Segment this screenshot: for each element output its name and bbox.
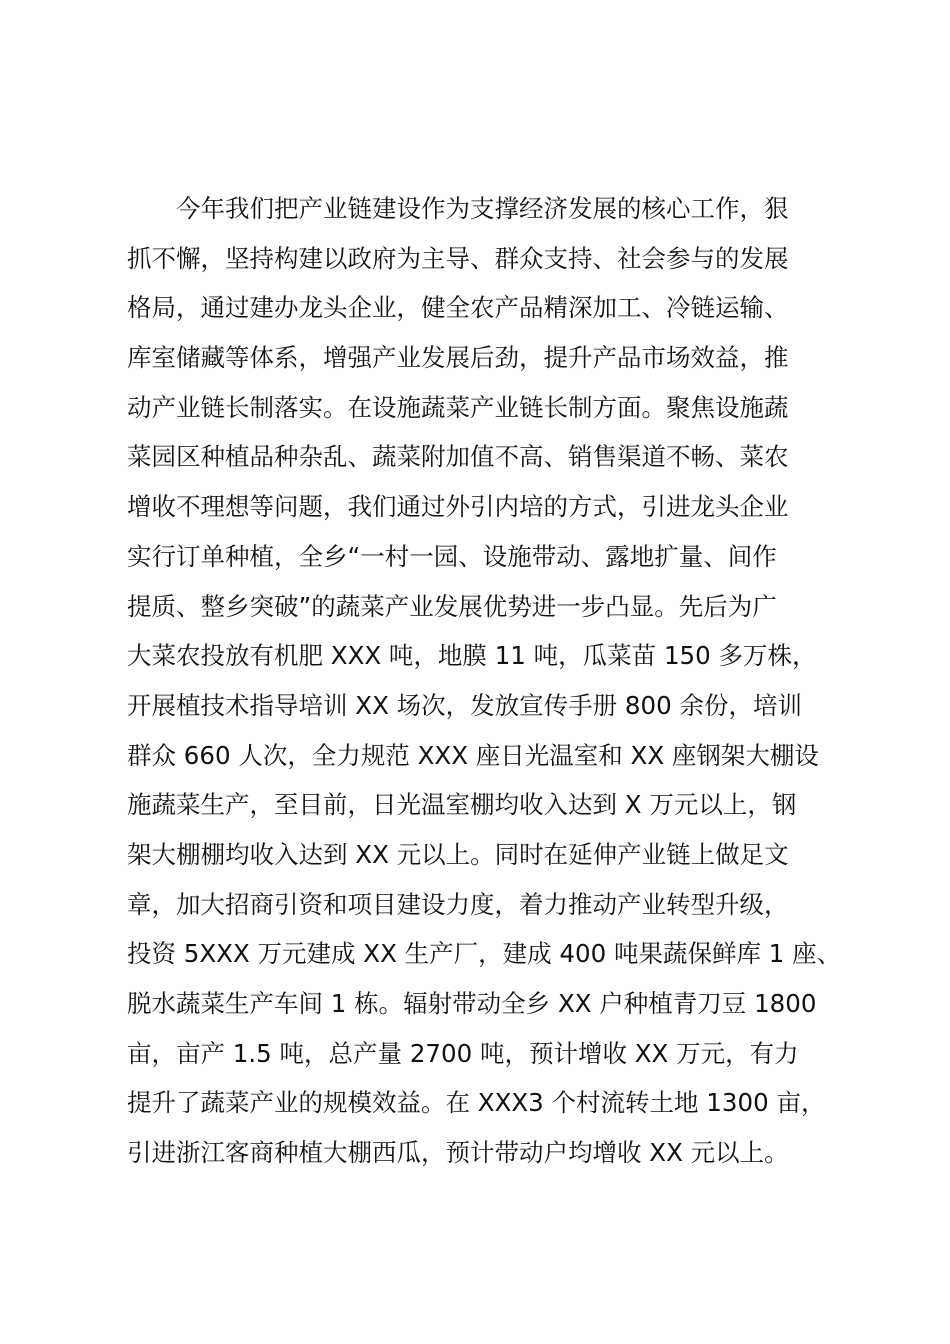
paragraph-line: 库室储藏等体系，增强产业发展后劲，提升产品市场效益，推 xyxy=(127,343,789,373)
paragraph-line: 大菜农投放有机肥 XXX 吨，地膜 11 吨，瓜菜苗 150 多万株， xyxy=(127,641,817,671)
paragraph-line: 群众 660 人次，全力规范 XXX 座日光温室和 XX 座钢架大棚设 xyxy=(127,740,819,770)
paragraph-line: 今年我们把产业链建设作为支撑经济发展的核心工作，狠 xyxy=(127,194,789,223)
paragraph-line: 开展植技术指导培训 XX 场次，发放宣传手册 800 余份，培训 xyxy=(127,690,802,720)
paragraph-line: 增收不理想等问题，我们通过外引内培的方式，引进龙头企业 xyxy=(127,492,789,522)
paragraph-line: 亩，亩产 1.5 吨，总产量 2700 吨，预计增收 XX 万元，有力 xyxy=(127,1038,799,1068)
paragraph-line: 提质、整乡突破”的蔬菜产业发展优势进一步凸显。先后为广 xyxy=(127,591,777,621)
paragraph-line: 投资 5XXX 万元建成 XX 生产厂，建成 400 吨果蔬保鲜库 1 座、 xyxy=(127,939,842,969)
paragraph-line: 架大棚棚均收入达到 XX 元以上。同时在延伸产业链上做足文 xyxy=(127,839,789,869)
paragraph-line: 施蔬菜生产，至目前，日光温室棚均收入达到 X 万元以上，钢 xyxy=(127,790,797,820)
paragraph-line: 脱水蔬菜生产车间 1 栋。辐射带动全乡 XX 户种植青刀豆 1800 xyxy=(127,989,817,1018)
paragraph-line: 章，加大招商引资和项目建设力度，着力推动产业转型升级， xyxy=(127,889,789,919)
paragraph-line: 引进浙江客商种植大棚西瓜，预计带动户均增收 XX 元以上。 xyxy=(127,1138,789,1168)
paragraph-line: 菜园区种植品种杂乱、蔬菜附加值不高、销售渠道不畅、菜农 xyxy=(127,442,789,472)
paragraph-line: 提升了蔬菜产业的规模效益。在 XXX3 个村流转土地 1300 亩， xyxy=(127,1088,826,1118)
paragraph-line: 实行订单种植，全乡“一村一园、设施带动、露地扩量、间作 xyxy=(127,541,777,571)
body-paragraph xyxy=(127,184,867,1178)
paragraph-line: 抓不懈，坚持构建以政府为主导、群众支持、社会参与的发展 xyxy=(127,243,789,273)
paragraph-line: 格局，通过建办龙头企业，健全农产品精深加工、冷链运输、 xyxy=(127,293,789,323)
paragraph-line: 动产业链长制落实。在设施蔬菜产业链长制方面。聚焦设施蔬 xyxy=(127,392,789,422)
